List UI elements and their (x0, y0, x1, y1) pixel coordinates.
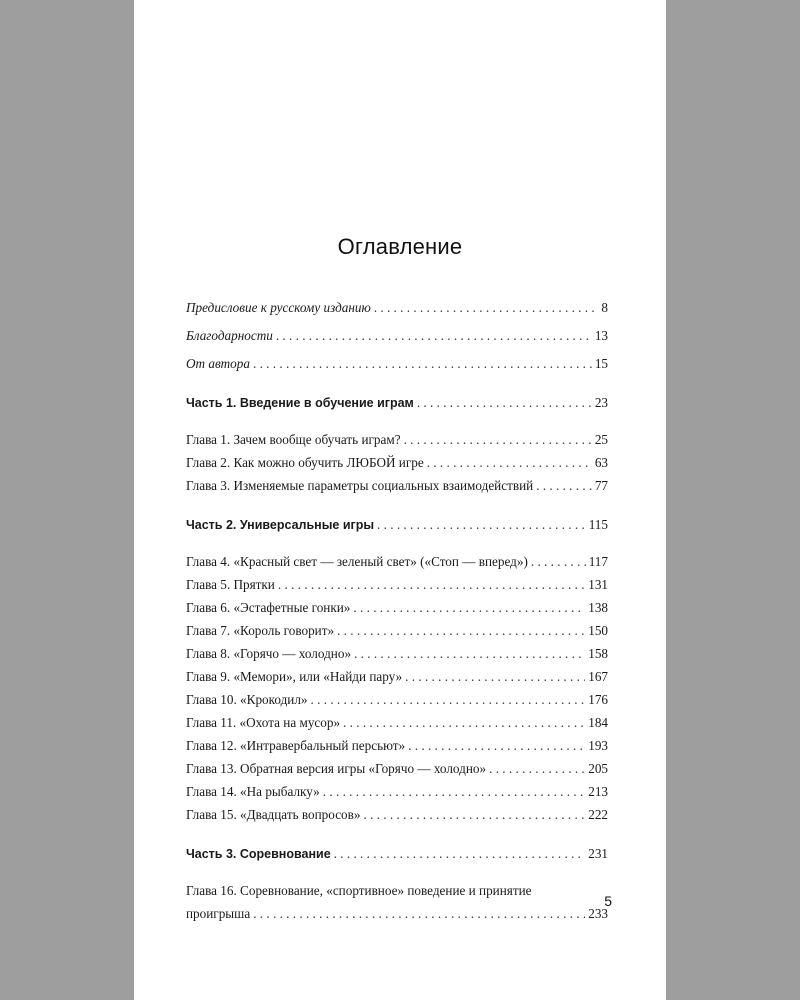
dot-leader (489, 757, 585, 780)
toc-chapter-label: проигрыша (186, 906, 251, 921)
toc-chapter-label: Глава 12. «Интравербальный персьют» (186, 738, 406, 753)
page-number: 5 (604, 893, 612, 909)
toc-entry-label: От автора (186, 356, 250, 371)
toc-chapter (186, 451, 608, 474)
toc-chapter (186, 619, 608, 642)
toc-chapter-label: Глава 7. «Король говорит» (186, 623, 335, 638)
dot-leader (531, 550, 586, 573)
dot-leader (334, 842, 586, 865)
toc-chapter-label: Глава 10. «Крокодил» (186, 692, 308, 707)
dot-leader (311, 688, 586, 711)
toc-part-label: Часть 2. Универсальные игры (186, 518, 375, 532)
toc-chapter-page: 176 (588, 692, 608, 707)
toc-chapter-page: 213 (588, 784, 608, 799)
toc-chapter (186, 757, 608, 780)
toc-part-2 (186, 513, 608, 536)
dot-leader (353, 596, 585, 619)
toc-chapter-page: 205 (588, 761, 608, 776)
toc-chapter-page: 222 (588, 807, 608, 822)
dot-leader (278, 573, 585, 596)
toc-chapter-page: 158 (588, 646, 608, 661)
dot-leader (427, 451, 592, 474)
toc-chapter-page: 25 (594, 432, 608, 447)
toc-chapter-label: Глава 9. «Мемори», или «Найди пару» (186, 669, 403, 684)
dot-leader (253, 902, 585, 925)
toc-chapter (186, 711, 608, 734)
dot-leader (337, 619, 585, 642)
toc-chapter-page: 77 (594, 478, 608, 493)
toc-chapter-label: Глава 6. «Эстафетные гонки» (186, 600, 351, 615)
toc-chapter-page: 150 (588, 623, 608, 638)
toc-chapter-label: Глава 2. Как можно обучить ЛЮБОЙ игре (186, 455, 424, 470)
toc-entry-from-author (186, 352, 608, 375)
page-title: Оглавление (337, 234, 463, 259)
toc-chapter-label: Глава 1. Зачем вообще обучать играм? (186, 432, 401, 447)
dot-leader (374, 296, 599, 319)
toc-chapter (186, 665, 608, 688)
toc-chapter-label: Глава 14. «На рыбалку» (186, 784, 320, 799)
toc-part-page: 23 (594, 395, 608, 410)
toc-chapter (186, 780, 608, 803)
toc-part-label: Часть 1. Введение в обучение играм (186, 396, 414, 410)
toc-part-page: 231 (588, 846, 608, 861)
toc-part-page: 115 (588, 517, 608, 532)
toc-chapter-page: 117 (588, 554, 608, 569)
toc-chapter-label: Глава 13. Обратная версия игры «Горячо — холодно» (186, 761, 487, 776)
toc-part-label: Часть 3. Соревнование (186, 847, 331, 861)
toc-entry-label: Предисловие к русскому изданию (186, 300, 371, 315)
toc-chapter (186, 734, 608, 757)
dot-leader (253, 352, 592, 375)
dot-leader (408, 734, 585, 757)
dot-leader (417, 391, 592, 414)
toc-chapter (186, 573, 608, 596)
toc-chapter (186, 474, 608, 497)
dot-leader (363, 803, 585, 826)
toc-entry-page: 13 (594, 328, 608, 343)
toc-chapter-page: 233 (588, 906, 608, 921)
toc-chapter-label: Глава 4. «Красный свет — зеленый свет» («Стоп — вперед») (186, 554, 528, 569)
toc-chapter (186, 803, 608, 826)
toc-chapter-label: Глава 11. «Охота на мусор» (186, 715, 341, 730)
table-of-contents (186, 296, 608, 925)
dot-leader (276, 324, 592, 347)
toc-part-1 (186, 391, 608, 414)
dot-leader (377, 513, 586, 536)
toc-chapter-label: Глава 15. «Двадцать вопросов» (186, 807, 361, 822)
toc-chapter-label: Глава 5. Прятки (186, 577, 275, 592)
dot-leader (536, 474, 592, 497)
toc-chapter (186, 902, 608, 925)
toc-chapter-page: 167 (588, 669, 608, 684)
dot-leader (323, 780, 585, 803)
book-page (134, 0, 666, 1000)
toc-chapter-page: 193 (588, 738, 608, 753)
toc-entry-label: Благодарности (186, 328, 273, 343)
toc-chapter-page: 184 (588, 715, 608, 730)
toc-chapter-label-line1: Глава 16. Соревнование, «спортивное» поведение и принятие (186, 883, 532, 898)
toc-entry-page: 15 (594, 356, 608, 371)
toc-entry-preface (186, 296, 608, 319)
toc-chapter-page: 138 (588, 600, 608, 615)
toc-chapter (186, 550, 608, 573)
toc-chapter-page: 131 (588, 577, 608, 592)
toc-chapter-label: Глава 3. Изменяемые параметры социальных взаимодействий (186, 478, 534, 493)
dot-leader (404, 428, 592, 451)
toc-chapter (186, 642, 608, 665)
toc-entry-page: 8 (601, 300, 608, 315)
toc-part-3 (186, 842, 608, 865)
toc-chapter (186, 596, 608, 619)
dot-leader (343, 711, 585, 734)
toc-chapter (186, 428, 608, 451)
dot-leader (354, 642, 585, 665)
toc-chapter-page: 63 (594, 455, 608, 470)
dot-leader (405, 665, 585, 688)
toc-chapter (186, 688, 608, 711)
toc-entry-acknowledgements (186, 324, 608, 347)
toc-chapter-label: Глава 8. «Горячо — холодно» (186, 646, 352, 661)
